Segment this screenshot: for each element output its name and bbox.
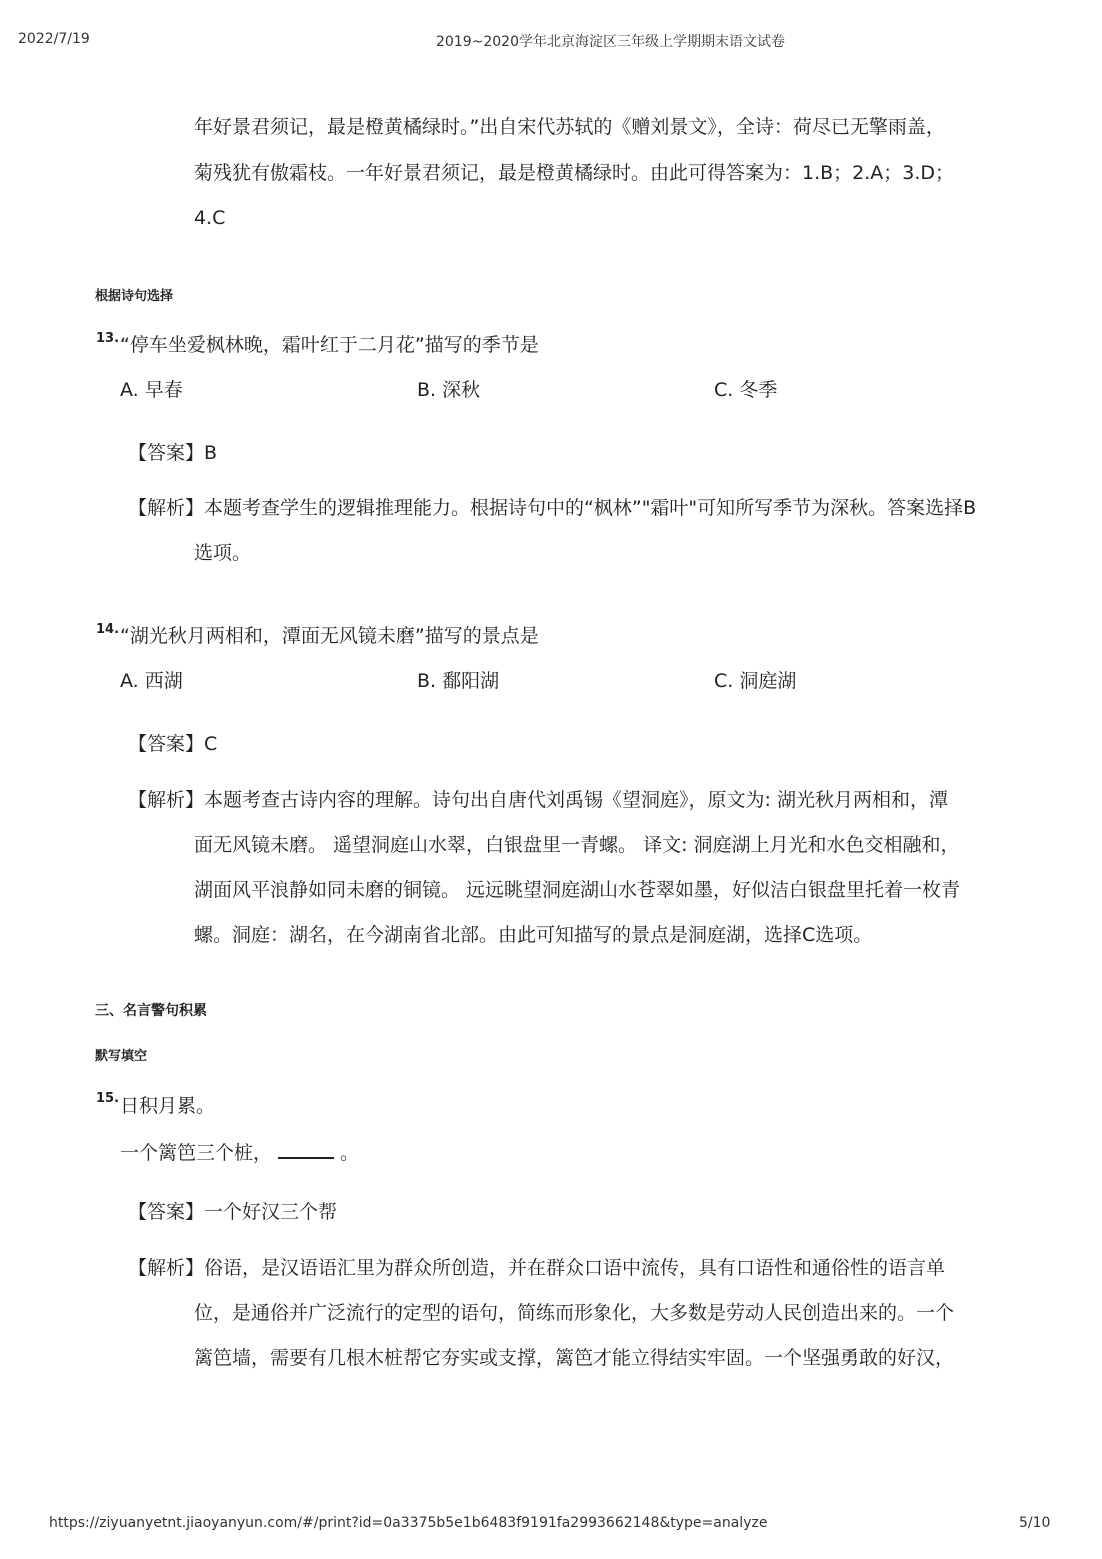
question-15-answer: 【答案】一个好汉三个帮	[128, 1201, 338, 1223]
document-title: 2019~2020学年北京海淀区三年级上学期期末语文试卷	[436, 34, 785, 50]
question-15-stem: 日积月累。	[120, 1095, 216, 1117]
section-heading-fill: 默写填空	[95, 1049, 148, 1064]
question-13-analysis-line-1: 【解析】本题考查学生的逻辑推理能力。根据诗句中的“枫林”"霜叶"可知所写季节为深秋。答案选择B	[128, 497, 977, 519]
section-heading-three: 三、名言警句积累	[95, 1003, 207, 1019]
question-15-blank	[278, 1139, 334, 1159]
question-14-option-c: C. 洞庭湖	[714, 670, 797, 692]
question-14-analysis-line-4: 螺。洞庭：湖名，在今湖南省北部。由此可知描写的景点是洞庭湖，选择C选项。	[194, 924, 873, 946]
question-14-analysis-line-2: 面无风镜未磨。 遥望洞庭山水翠，白银盘里一青螺。 译文: 洞庭湖上月光和水色交相融和，	[194, 834, 960, 856]
question-13-answer: 【答案】B	[128, 442, 218, 464]
continuation-line-1: 年好景君须记，最是橙黄橘绿时。”出自宋代苏轼的《赠刘景文》，全诗：荷尽已无擎雨盖，	[194, 116, 945, 138]
question-14-stem: “湖光秋月两相和，潭面无风镜未磨”描写的景点是	[120, 625, 539, 647]
question-15-analysis-line-3: 篱笆墙，需要有几根木桩帮它夯实或支撑，篱笆才能立得结实牢固。一个坚强勇敢的好汉，	[194, 1347, 955, 1369]
question-13-option-b: B. 深秋	[417, 379, 481, 401]
question-15-analysis-line-1: 【解析】俗语，是汉语语汇里为群众所创造，并在群众口语中流传，具有口语性和通俗性的语言单	[128, 1257, 946, 1279]
page-number: 5/10	[1019, 1515, 1051, 1531]
section-heading-poem: 根据诗句选择	[95, 289, 174, 304]
question-14-answer: 【答案】C	[128, 733, 218, 755]
footer-url: https://ziyuanyetnt.jiaoyanyun.com/#/print?id=0a3375b5e1b6483f9191fa2993662148&type=analyze	[49, 1515, 768, 1531]
continuation-line-3: 4.C	[194, 207, 226, 229]
question-15-prompt: 一个篱笆三个桩，	[120, 1142, 273, 1164]
question-14-option-a: A. 西湖	[120, 670, 183, 692]
question-13-option-a: A. 早春	[120, 379, 183, 401]
question-13-number: 13.	[96, 331, 120, 346]
question-14-analysis-line-1: 【解析】本题考查古诗内容的理解。诗句出自唐代刘禹锡《望洞庭》，原文为: 湖光秋月两相和，潭	[128, 789, 948, 811]
continuation-line-2: 菊残犹有傲霜枝。一年好景君须记，最是橙黄橘绿时。由此可得答案为：1.B；2.A；3.D；	[194, 162, 955, 184]
print-date: 2022/7/19	[18, 31, 90, 47]
question-14-analysis-line-3: 湖面风平浪静如同未磨的铜镜。 远远眺望洞庭湖山水苍翠如墨，好似洁白银盘里托着一枚青	[194, 879, 961, 901]
question-13-analysis-line-2: 选项。	[194, 542, 252, 564]
question-13-option-c: C. 冬季	[714, 379, 778, 401]
question-13-stem: “停车坐爱枫林晚，霜叶红于二月花”描写的季节是	[120, 334, 539, 356]
question-14-number: 14.	[96, 622, 120, 637]
question-15-number: 15.	[96, 1091, 120, 1106]
question-15-end-punct: 。	[340, 1142, 360, 1164]
question-15-fill-line	[120, 1139, 359, 1165]
question-14-option-b: B. 鄱阳湖	[417, 670, 500, 692]
question-15-analysis-line-2: 位，是通俗并广泛流行的定型的语句，简练而形象化，大多数是劳动人民创造出来的。一个	[194, 1302, 955, 1324]
